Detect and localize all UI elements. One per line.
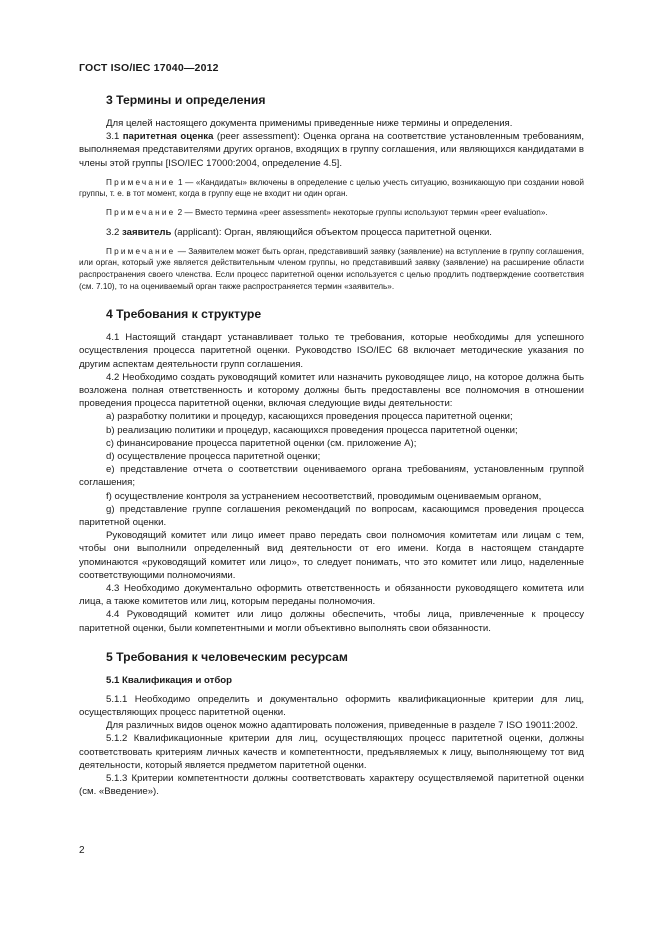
document-header: ГОСТ ISO/IEC 17040—2012 <box>79 62 219 74</box>
clause-5-1-1-continuation: Для различных видов оценок можно адаптировать положения, приведенные в разделе 7 ISO 19011:2002. <box>106 720 578 732</box>
section-3-intro: Для целей настоящего документа применимы приведенные ниже термины и определения. <box>106 118 513 129</box>
term-3-1-number: 3.1 <box>106 131 123 143</box>
clause-4-1: 4.1 Настоящий стандарт устанавливает только те требования, которые необходимы для успешного осуществления процесса паритетной оценки. Руководство ISO/IEC 68 включает методические указания по другим аспектам деятельности групп соглашения. <box>79 332 584 370</box>
subsection-5-1-heading: 5.1 Квалификация и отбор <box>106 674 232 686</box>
note-2-label: Примечание <box>106 208 176 217</box>
term-3-1-definition: (peer assessment): Оценка органа на соответствие установленным требованиям, выполняемая представителями других органов, входящих в группу соглашения, или являющихся кандидатами в члены этой группы [ISO/IEC 17000:2004, определение 4.5]. <box>79 131 584 169</box>
list-item-e: e) представление отчета о соответствии оцениваемого органа требованиям, установленным группой соглашения; <box>79 464 584 489</box>
list-item-d: d) осуществление процесса паритетной оценки; <box>106 451 321 462</box>
note-2-text: 2 — Вместо термина «peer assessment» некоторые группы используют термин «peer evaluation». <box>175 208 548 217</box>
term-3-2-number: 3.2 <box>106 226 123 238</box>
note-3-text: — Заявителем может быть орган, представивший заявку (заявление) на вступление в группу соглашения, или орган, который уже является действительным членом группы, но представивший заявку (заявление) на расширение области распространения своего членства. Если процесс паритетной оценки используется с целью продлить подтверждение соответствия (см. 7.10), то на оцениваемый орган также распространяется термин «заявитель». <box>79 246 584 291</box>
section-3-heading: 3 Термины и определения <box>106 93 266 107</box>
term-3-2-term: заявитель <box>122 226 172 238</box>
document-body <box>79 92 584 798</box>
list-item-b: b) реализацию политики и процедур, касающихся проведения процесса паритетной оценки; <box>106 424 518 436</box>
section-5-heading: 5 Требования к человеческим ресурсам <box>106 649 348 664</box>
note-3-label: Примечание <box>106 246 176 256</box>
clause-5-1-3: 5.1.3 Критерии компетентности должны соответствовать характеру осуществляемой паритетной оценки (см. «Введение»). <box>79 773 584 798</box>
page-number: 2 <box>79 845 85 856</box>
clause-4-2-continuation: Руководящий комитет или лицо имеет право передать свои полномочия комитетам или лицам с тем, чтобы они выполнили определенный вид деятельности от его имени. Когда в настоящем стандарте упоминаются «руководящий комитет или лицо», то следует понимать, что это комитет или лицо, наделенные соответствующими полномочиями. <box>79 530 584 581</box>
note-1-text: 1 — «Кандидаты» включены в определение с целью учесть ситуацию, возникающую при создании новой группы, т. е. в тот момент, когда в группу еще не входит ни один орган. <box>79 177 584 199</box>
clause-4-3: 4.3 Необходимо документально оформить ответственность и обязанности руководящего комитета или лица, а также комитетов или лиц, которым переданы полномочия. <box>79 583 584 608</box>
list-item-g: g) представление группе соглашения рекомендаций по вопросам, касающимся проведения процесса паритетной оценки. <box>79 503 584 529</box>
list-item-f: f) осуществление контроля за устранением несоответствий, проводимым оцениваемым органом, <box>106 490 542 502</box>
clause-5-1-1: 5.1.1 Необходимо определить и документально оформить квалификационные критерии для лиц, осуществляющих процесс паритетной оценки. <box>79 693 584 719</box>
note-3 <box>79 246 584 292</box>
list-item-a: a) разработку политики и процедур, касающихся проведения процесса паритетной оценки; <box>106 411 513 423</box>
note-1-label: Примечание <box>106 177 176 187</box>
note-2 <box>79 207 584 219</box>
clause-4-4: 4.4 Руководящий комитет или лицо должны обеспечить, чтобы лица, привлеченные к процессу паритетной оценки, были компетентными и могли объективно выполнять свои обязанности. <box>79 609 584 634</box>
note-1 <box>79 177 584 200</box>
term-3-2-definition: (applicant): Орган, являющийся объектом процесса паритетной оценки. <box>171 226 492 238</box>
list-item-c: c) финансирование процесса паритетной оценки (см. приложение А); <box>106 437 417 449</box>
term-3-1 <box>79 130 584 170</box>
section-4-heading: 4 Требования к структуре <box>106 307 262 322</box>
term-3-1-term: паритетная оценка <box>122 131 214 143</box>
clause-5-1-2: 5.1.2 Квалификационные критерии для лиц, осуществляющих процесс паритетной оценки, должны соответствовать критериям личных качеств и компетентности, предъявляемых к лицу, выполняющему тот вид деятельности, который является предметом паритетной оценки. <box>79 733 584 771</box>
term-3-2 <box>79 226 584 239</box>
clause-4-2: 4.2 Необходимо создать руководящий комитет или назначить руководящее лицо, на которое должна быть возложена полная ответственность и которому должны быть предоставлены все полномочия в отношении проведения процесса паритетной оценки, включая следующие виды деятельности: <box>79 371 584 410</box>
